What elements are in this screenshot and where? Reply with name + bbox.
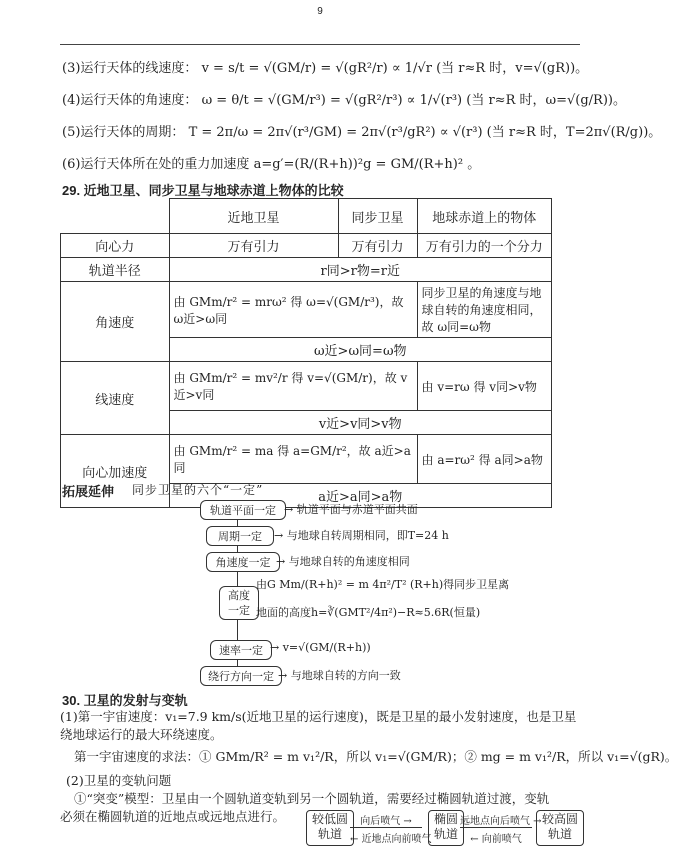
row-force-label: 向心力 [61,234,170,258]
formula-5 [62,124,661,142]
header-equator-object: 地球赤道上的物体 [417,199,552,234]
arrow-ellipse-to-high-label: 远地点向后喷气 [460,816,530,827]
box-orbit-plane: 轨道平面一定 [200,500,286,520]
formula-4-note: (当 r≈R 时，ω=√(g/R))。 [466,93,626,108]
row-omega-right: 同步卫星的角速度与地球自转的角速度相同，故 ω同=ω物 [417,282,552,338]
header-rule [60,44,580,45]
formula-6 [62,156,480,174]
formula-6-label: (6)运行天体所在处的重力加速度 [62,157,250,172]
box-period: 周期一定 [206,526,274,546]
row-omega-left: 由 GMm/r² = mrω² 得 ω=√(GM/r³)，故 ω近>ω同 [169,282,417,338]
arrow-high-to-ellipse: ← 向前喷气 [470,834,522,845]
row-a-right: 由 a=rω² 得 a同>a物 [417,435,552,484]
s30-p4a: ①“突变”模型：卫星由一个圆轨道变轨到另一个圆轨道，需要经过椭圆轨道过渡，变轨 [74,791,550,806]
desc-direction-text: 与地球自转的方向一致 [290,669,401,682]
formula-6-expr: a=g′=(R/(R+h))²g = GM/(R+h)² [253,157,464,172]
row-v-summary: v近>v同>v物 [169,411,552,435]
row-a-label: 向心加速度 [61,435,170,508]
desc-direction: → 与地球自转的方向一致 [278,669,401,682]
orbit-low: 较低圆 轨道 [306,810,354,846]
row-omega-summary: ω近>ω同=ω物 [169,338,552,362]
row-v-label: 线速度 [61,362,170,435]
desc-orbit-plane-text: 轨道平面与赤道平面共面 [296,503,418,516]
formula-5-note: (当 r≈R 时，T=2π√(R/g))。 [486,125,662,140]
table-row-omega [61,282,552,338]
section-29-title: 29. 近地卫星、同步卫星与地球赤道上物体的比较 [62,183,344,198]
extension-subtitle: 同步卫星的六个“一定” [132,483,264,497]
row-force-sync: 万有引力 [338,234,417,258]
table-row-radius [61,258,552,282]
formula-3-expr: v = s/t = √(GM/r) = √(gR²/r) ∝ 1/√r [201,61,432,76]
row-omega-label: 角速度 [61,282,170,362]
table-row-v [61,362,552,411]
desc-period-text: 与地球自转周期相同，即T=24 h [286,529,449,542]
row-force-near: 万有引力 [169,234,338,258]
desc-speed-text: v=√(GM/(R+h)) [282,641,371,654]
desc-orbit-plane: → 轨道平面与赤道平面共面 [284,503,418,516]
row-v-right: 由 v=rω 得 v同>v物 [417,362,552,411]
desc-height [256,576,509,620]
arrow-ellipse-to-low-label: 近地点向前喷气 [361,834,432,845]
header-near-satellite: 近地卫星 [169,199,338,234]
arrow-low-to-ellipse: 向后喷气 → [350,812,422,828]
page-number: 9 [317,6,323,17]
formula-4-expr: ω = θ/t = √(GM/r³) = √(gR²/r³) ∝ 1/√(r³) [201,93,463,108]
desc-angular-velocity: → 与地球自转的角速度相同 [276,555,410,568]
s30-p1a: (1)第一宇宙速度：v₁=7.9 km/s(近地卫星的运行速度)，既是卫星的最小发射速度，也是卫星 [60,709,577,724]
table-row-force [61,234,552,258]
row-radius-value: r同>r物=r近 [169,258,552,282]
arrow-low-to-ellipse-label: 向后喷气 [360,816,401,827]
s30-p3: (2)卫星的变轨问题 [66,773,172,788]
formula-4-label: (4)运行天体的角速度： [62,93,198,108]
s30-p1b: 绕地球运行的最大环绕速度。 [60,727,223,742]
s30-p4b: 必须在椭圆轨道的近地点或远地点进行。 [60,809,286,824]
desc-speed: → v=√(GM/(R+h)) [270,641,371,654]
table-header-row [61,199,552,234]
table-corner [61,199,170,234]
comparison-table [60,198,552,508]
box-angular-velocity: 角速度一定 [206,552,280,572]
box-speed: 速率一定 [210,640,272,660]
header-sync-satellite: 同步卫星 [338,199,417,234]
row-a-left: 由 GMm/r² = ma 得 a=GM/r²，故 a近>a同 [169,435,417,484]
desc-height-line1: 由G Mm/(R+h)² = m 4π²/T² (R+h)得同步卫星离 [256,578,510,591]
formula-6-note: 。 [467,157,481,172]
desc-height-line2: 地面的高度h=∛(GMT²/4π²)−R≈5.6R(恒量) [256,606,481,619]
formula-3-label: (3)运行天体的线速度： [62,61,198,76]
table-row-a [61,435,552,484]
box-direction: 绕行方向一定 [200,666,282,686]
box-height: 高度一定 [219,586,259,620]
extension-title: 拓展延伸 [62,484,115,499]
s30-p2: 第一宇宙速度的求法：① GMm/R² = m v₁²/R，所以 v₁=√(GM/R)；② mg = m v₁²/R，所以 v₁=√(gR)。 [74,749,677,764]
desc-period: → 与地球自转周期相同，即T=24 h [274,529,449,542]
row-force-equator: 万有引力的一个分力 [417,234,552,258]
row-radius-label: 轨道半径 [61,258,170,282]
row-a-summary: a近>a同>a物 [169,484,552,508]
formula-5-expr: T = 2π/ω = 2π√(r³/GM) = 2π√(r³/gR²) ∝ √(r³) [188,125,483,140]
arrow-ellipse-to-low: ← 近地点向前喷气 [350,834,432,845]
formula-4 [62,92,626,110]
desc-angular-velocity-text: 与地球自转的角速度相同 [288,555,410,568]
formula-3-note: (当 r≈R 时，v=√(gR))。 [436,61,589,76]
arrow-high-to-ellipse-label: 向前喷气 [481,834,522,845]
orbit-high: 较高圆 轨道 [536,810,584,846]
orbit-ellipse: 椭圆 轨道 [428,810,464,846]
arrow-ellipse-to-high: 远地点向后喷气 → [460,812,532,828]
formula-3 [62,60,588,78]
row-v-left: 由 GMm/r² = mv²/r 得 v=√(GM/r)，故 v近>v同 [169,362,417,411]
formula-5-label: (5)运行天体的周期： [62,125,185,140]
section-30-title: 30. 卫星的发射与变轨 [62,693,188,708]
